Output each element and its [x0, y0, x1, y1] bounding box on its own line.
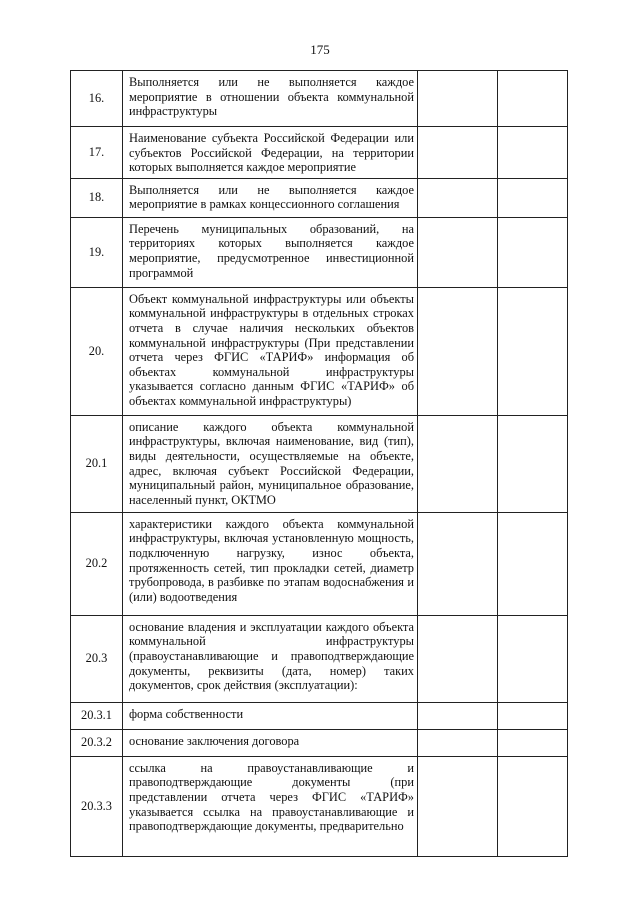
empty-cell — [498, 729, 568, 756]
row-number: 20.1 — [71, 415, 123, 512]
table-row — [71, 127, 568, 179]
table-row — [71, 415, 568, 512]
table-row — [71, 217, 568, 287]
empty-cell — [498, 71, 568, 127]
row-description: Выполняется или не выполняется каждое мероприятие в отношении объекта коммунальной инфраструктуры — [123, 71, 418, 127]
row-description: форма собственности — [123, 702, 418, 729]
empty-cell — [418, 415, 498, 512]
row-description: Наименование субъекта Российской Федерации или субъектов Российской Федерации, на территории которых выполняется каждое мероприятие — [123, 127, 418, 179]
row-description: характеристики каждого объекта коммунальной инфраструктуры, включая установленную мощность, подключенную нагрузку, износ объекта, протяженность сетей, тип прокладки сетей, диаметр трубопровода, в разбивке по этапам водоснабжения и (или) водоотведения — [123, 512, 418, 615]
table-row — [71, 178, 568, 217]
table-row — [71, 287, 568, 415]
row-description: Выполняется или не выполняется каждое мероприятие в рамках концессионного соглашения — [123, 178, 418, 217]
page-number: 175 — [310, 42, 330, 57]
report-table — [70, 70, 568, 857]
empty-cell — [498, 756, 568, 856]
empty-cell — [418, 615, 498, 702]
empty-cell — [418, 287, 498, 415]
row-number: 16. — [71, 71, 123, 127]
row-number: 20.3.3 — [71, 756, 123, 856]
row-number: 20. — [71, 287, 123, 415]
table-row — [71, 756, 568, 856]
table-row — [71, 729, 568, 756]
row-number: 19. — [71, 217, 123, 287]
row-description: ссылка на правоустанавливающие и правоподтверждающие документы (при представлении отчета через ФГИС «ТАРИФ» указывается ссылка на правоустанавливающие и правоподтверждающие документы, предварительно — [123, 756, 418, 856]
empty-cell — [418, 702, 498, 729]
table-row — [71, 512, 568, 615]
page-bottom-edge — [0, 890, 640, 899]
row-number: 20.3.1 — [71, 702, 123, 729]
empty-cell — [418, 512, 498, 615]
empty-cell — [418, 178, 498, 217]
row-description: Перечень муниципальных образований, на территориях которых выполняется каждое мероприятие, предусмотренное инвестиционной программой — [123, 217, 418, 287]
empty-cell — [498, 415, 568, 512]
row-number: 20.3 — [71, 615, 123, 702]
row-number: 20.3.2 — [71, 729, 123, 756]
table-row — [71, 615, 568, 702]
row-description: основание заключения договора — [123, 729, 418, 756]
empty-cell — [418, 729, 498, 756]
row-number: 20.2 — [71, 512, 123, 615]
empty-cell — [498, 287, 568, 415]
empty-cell — [498, 127, 568, 179]
empty-cell — [418, 71, 498, 127]
empty-cell — [498, 217, 568, 287]
table-row — [71, 702, 568, 729]
empty-cell — [418, 127, 498, 179]
row-description: Объект коммунальной инфраструктуры или объекты коммунальной инфраструктуры в отдельных строках отчета в случае наличия нескольких объектов коммунальной инфраструктуры (При представлении отчета через ФГИС «ТАРИФ» информация об объектах коммунальной инфраструктуры указывается согласно данным ФГИС «ТАРИФ» об объектах коммунальной инфраструктуры) — [123, 287, 418, 415]
row-number: 17. — [71, 127, 123, 179]
row-description: основание владения и эксплуатации каждого объекта коммунальной инфраструктуры (правоустанавливающие и правоподтверждающие документы, реквизиты (дата, номер) таких документов, срок действия (эксплуатации): — [123, 615, 418, 702]
row-description: описание каждого объекта коммунальной инфраструктуры, включая наименование, вид (тип), виды деятельности, осуществляемые на объекте, адрес, включая субъект Российской Федерации, муниципальный район, муниципальное образование, населенный пункт, ОКТМО — [123, 415, 418, 512]
table-row — [71, 71, 568, 127]
empty-cell — [418, 217, 498, 287]
empty-cell — [498, 512, 568, 615]
empty-cell — [498, 702, 568, 729]
empty-cell — [498, 178, 568, 217]
row-number: 18. — [71, 178, 123, 217]
empty-cell — [498, 615, 568, 702]
empty-cell — [418, 756, 498, 856]
